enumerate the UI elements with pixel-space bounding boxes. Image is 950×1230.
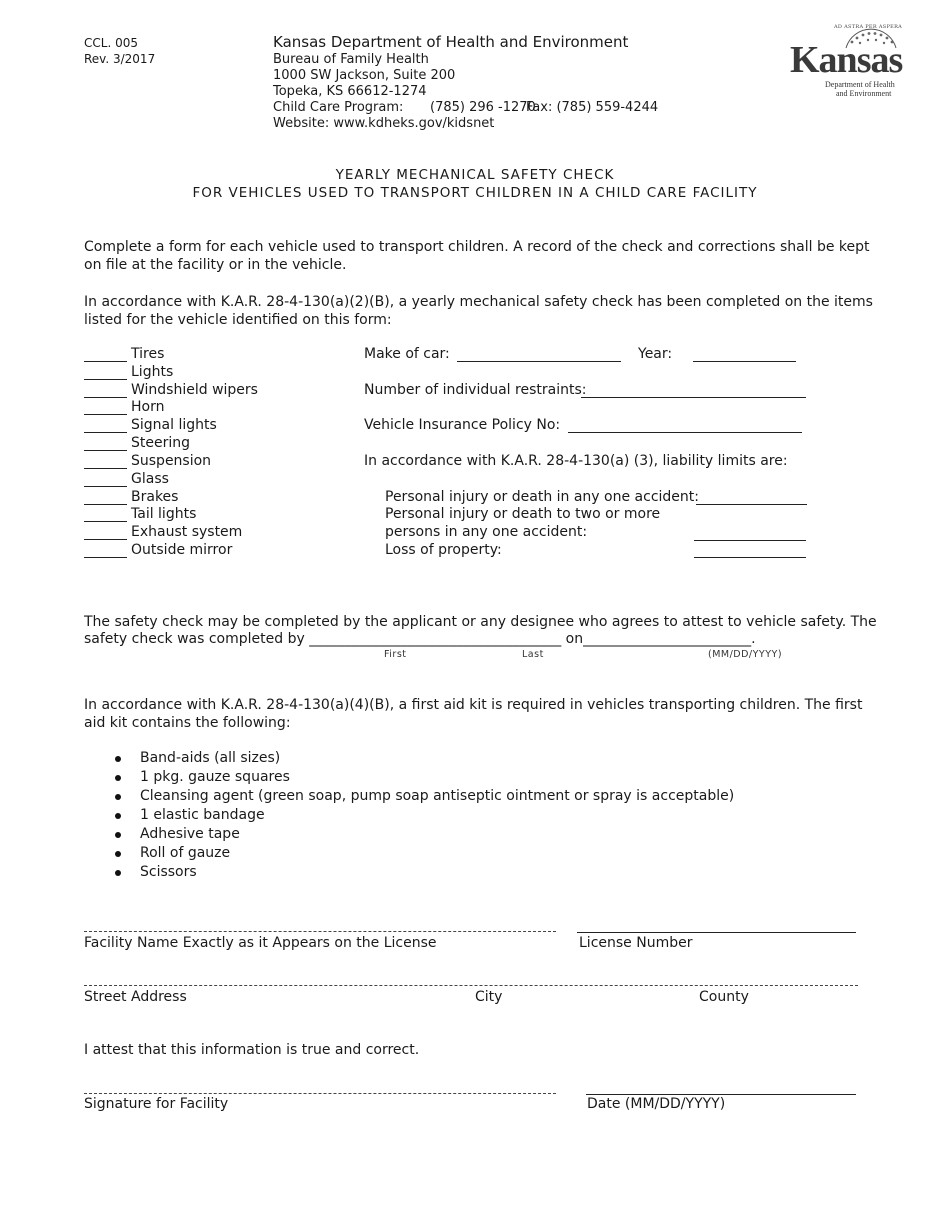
logo-sub-2: and Environment bbox=[836, 89, 892, 98]
signature-facility-label: Signature for Facility bbox=[84, 1096, 229, 1112]
caption-first: First bbox=[384, 649, 407, 660]
attest-statement: I attest that this information is true and correct. bbox=[84, 1042, 420, 1058]
check-blank-exhaust-system[interactable] bbox=[84, 539, 127, 540]
personal-two-label-a: Personal injury or death to two or more bbox=[385, 506, 661, 522]
first-aid-item: Band-aids (all sizes) bbox=[140, 750, 281, 766]
facility-name-label: Facility Name Exactly as it Appears on the License bbox=[84, 935, 437, 951]
make-label: Make of car: bbox=[364, 346, 450, 362]
personal-one-label: Personal injury or death in any one accident: bbox=[385, 489, 699, 505]
kansas-logo bbox=[788, 24, 903, 104]
attest-check-line-1: The safety check may be completed by the applicant or any designee who agrees to attest to vehicle safety. The bbox=[84, 614, 877, 630]
check-blank-horn[interactable] bbox=[84, 414, 127, 415]
check-label-steering: Steering bbox=[131, 435, 191, 451]
check-blank-lights[interactable] bbox=[84, 379, 127, 380]
city-label: City bbox=[475, 989, 503, 1005]
license-number-label: License Number bbox=[579, 935, 693, 951]
list-item bbox=[112, 806, 734, 825]
first-aid-list bbox=[112, 749, 734, 882]
agency-name: Kansas Department of Health and Environment bbox=[273, 33, 629, 51]
attest-check-line-2: safety check was completed by ____________________________________ on________________________. bbox=[84, 631, 756, 647]
signature-date-label: Date (MM/DD/YYYY) bbox=[587, 1096, 726, 1112]
make-field[interactable] bbox=[457, 361, 621, 362]
form-id: CCL. 005 bbox=[84, 36, 138, 50]
policy-field[interactable] bbox=[568, 432, 802, 433]
restraints-field[interactable] bbox=[581, 397, 806, 398]
form-title-line-1: YEARLY MECHANICAL SAFETY CHECK bbox=[335, 167, 615, 183]
form-title-line-2: FOR VEHICLES USED TO TRANSPORT CHILDREN IN A CHILD CARE FACILITY bbox=[192, 185, 758, 201]
check-label-suspension: Suspension bbox=[131, 453, 212, 469]
facility-name-field[interactable] bbox=[84, 931, 556, 932]
first-aid-item: Scissors bbox=[140, 864, 197, 880]
year-label: Year: bbox=[638, 346, 673, 362]
list-item bbox=[112, 863, 734, 882]
intro-paragraph-1: Complete a form for each vehicle used to transport children. A record of the check and corrections shall be kept on file at the facility or in the vehicle. bbox=[84, 239, 870, 273]
check-label-horn: Horn bbox=[131, 399, 165, 415]
agency-fax: Fax: (785) 559-4244 bbox=[526, 100, 659, 115]
signature-date-field[interactable] bbox=[586, 1094, 856, 1095]
liability-intro: In accordance with K.A.R. 28-4-130(a) (3), liability limits are: bbox=[364, 453, 788, 469]
check-label-exhaust-system: Exhaust system bbox=[131, 524, 243, 540]
first-aid-item: Cleansing agent (green soap, pump soap antiseptic ointment or spray is acceptable) bbox=[140, 788, 735, 804]
first-aid-item: 1 pkg. gauze squares bbox=[140, 769, 290, 785]
intro-paragraph-2: In accordance with K.A.R. 28-4-130(a)(2)(B), a yearly mechanical safety check has been completed on the items listed for the vehicle identified on this form: bbox=[84, 294, 873, 328]
check-label-tires: Tires bbox=[131, 346, 165, 362]
check-label-windshield-wipers: Windshield wipers bbox=[131, 382, 258, 398]
bullet-icon bbox=[115, 832, 121, 838]
first-aid-item: 1 elastic bandage bbox=[140, 807, 265, 823]
policy-label: Vehicle Insurance Policy No: bbox=[364, 417, 561, 433]
check-blank-tires[interactable] bbox=[84, 361, 127, 362]
bullet-icon bbox=[115, 851, 121, 857]
caption-last: Last bbox=[522, 649, 544, 660]
address-field[interactable] bbox=[84, 985, 858, 986]
list-item bbox=[112, 844, 734, 863]
street-address-label: Street Address bbox=[84, 989, 187, 1005]
check-label-signal-lights: Signal lights bbox=[131, 417, 217, 433]
logo-sub-1: Department of Health bbox=[825, 80, 895, 89]
personal-one-field[interactable] bbox=[696, 504, 807, 505]
county-label: County bbox=[699, 989, 749, 1005]
check-blank-glass[interactable] bbox=[84, 486, 127, 487]
list-item bbox=[112, 787, 734, 806]
license-number-field[interactable] bbox=[577, 932, 856, 933]
property-field[interactable] bbox=[694, 557, 806, 558]
check-blank-suspension[interactable] bbox=[84, 468, 127, 469]
personal-two-field[interactable] bbox=[694, 540, 806, 541]
first-aid-intro: In accordance with K.A.R. 28-4-130(a)(4)(B), a first aid kit is required in vehicles transporting children. The first aid kit contains the following: bbox=[84, 697, 863, 731]
check-blank-steering[interactable] bbox=[84, 450, 127, 451]
agency-address-1: 1000 SW Jackson, Suite 200 bbox=[273, 68, 456, 83]
list-item bbox=[112, 825, 734, 844]
restraints-label: Number of individual restraints: bbox=[364, 382, 587, 398]
agency-phone: (785) 296 -1270 bbox=[430, 100, 536, 115]
caption-date-format: (MM/DD/YYYY) bbox=[708, 649, 783, 660]
first-aid-item: Adhesive tape bbox=[140, 826, 240, 842]
bullet-icon bbox=[115, 794, 121, 800]
agency-bureau: Bureau of Family Health bbox=[273, 52, 429, 67]
bullet-icon bbox=[115, 870, 121, 876]
check-label-tail-lights: Tail lights bbox=[131, 506, 197, 522]
agency-website: Website: www.kdheks.gov/kidsnet bbox=[273, 116, 495, 131]
logo-word: Kansas bbox=[790, 39, 903, 81]
form-revision: Rev. 3/2017 bbox=[84, 52, 156, 66]
check-blank-windshield-wipers[interactable] bbox=[84, 397, 127, 398]
check-label-outside-mirror: Outside mirror bbox=[131, 542, 233, 558]
personal-two-label-b: persons in any one accident: bbox=[385, 524, 588, 540]
first-aid-item: Roll of gauze bbox=[140, 845, 231, 861]
check-blank-brakes[interactable] bbox=[84, 504, 127, 505]
check-label-brakes: Brakes bbox=[131, 489, 179, 505]
list-item bbox=[112, 749, 734, 768]
bullet-icon bbox=[115, 813, 121, 819]
check-label-glass: Glass bbox=[131, 471, 169, 487]
year-field[interactable] bbox=[693, 361, 796, 362]
agency-address-2: Topeka, KS 66612-1274 bbox=[273, 84, 427, 99]
check-blank-tail-lights[interactable] bbox=[84, 521, 127, 522]
check-blank-outside-mirror[interactable] bbox=[84, 557, 127, 558]
check-label-lights: Lights bbox=[131, 364, 174, 380]
list-item bbox=[112, 768, 734, 787]
facility-signature-field[interactable] bbox=[84, 1093, 556, 1094]
property-label: Loss of property: bbox=[385, 542, 502, 558]
check-blank-signal-lights[interactable] bbox=[84, 432, 127, 433]
agency-program-label: Child Care Program: bbox=[273, 100, 404, 115]
bullet-icon bbox=[115, 756, 121, 762]
logo-motto: AD ASTRA PER ASPERA bbox=[834, 24, 903, 30]
bullet-icon bbox=[115, 775, 121, 781]
